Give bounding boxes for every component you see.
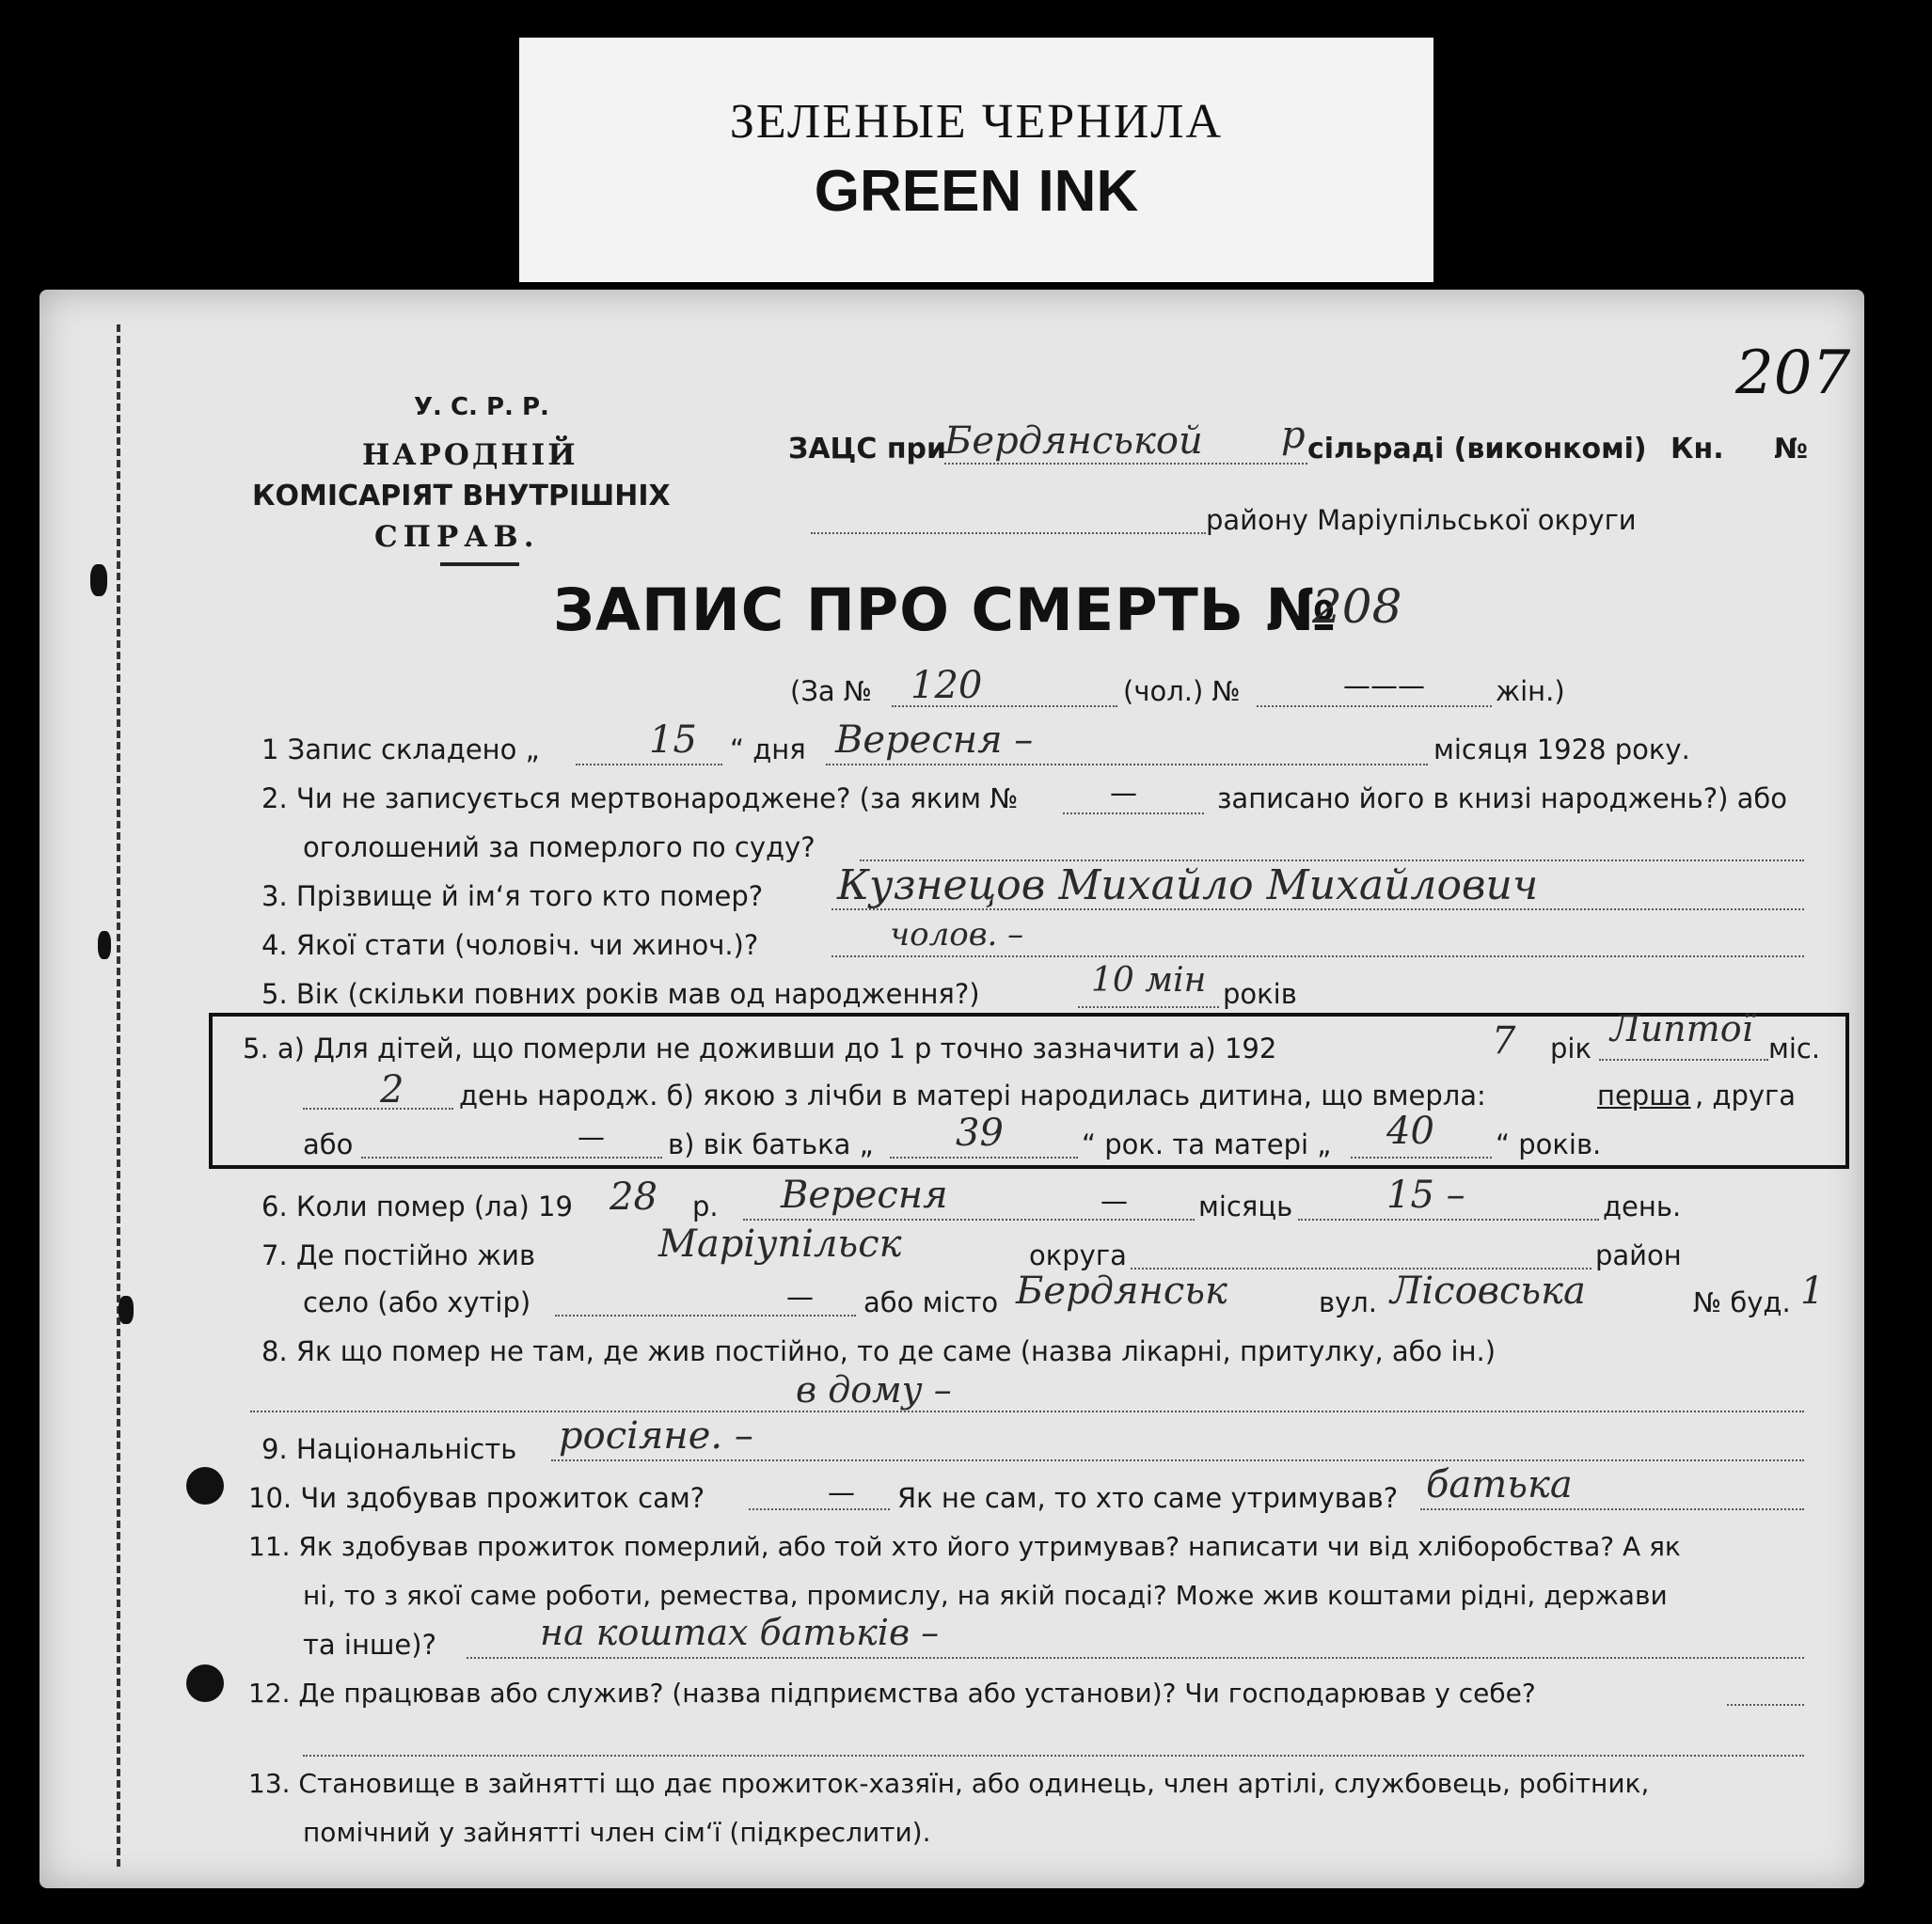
field-5-line [1078,1006,1219,1008]
field-7-bud: № буд. [1693,1286,1791,1318]
field-1-day-line [576,764,722,765]
female-record-line [1257,705,1492,707]
header-ministry-3: СПРАВ. [374,520,540,554]
field-5a-rik: рік [1550,1033,1592,1065]
field-11-value: на коштах батьків – [540,1612,940,1653]
field-10-label: 10. Чи здобував прожиток сам? [248,1482,705,1514]
field-7-label: 7. Де постійно жив [261,1239,536,1271]
field-9-line [551,1459,1804,1461]
field-6-den: день. [1603,1191,1682,1222]
field-7-bud-value: 1 [1800,1270,1825,1313]
field-6-month: Вересня [781,1174,948,1217]
field-1-tail: місяця 1928 року. [1433,733,1690,765]
header-ussr: У. С. Р. Р. [414,393,549,421]
field-5a-day: 2 [380,1068,404,1112]
district-line [811,532,1206,534]
subtitle-chol: (чол.) № [1123,675,1241,707]
field-5a-father-line [890,1157,1078,1159]
field-7-selo-line [555,1315,856,1317]
field-5-tail: років [1223,978,1297,1010]
male-record-number: 120 [911,664,983,707]
subtitle-za: (За № [790,675,873,707]
field-5a-mother-line [1351,1157,1492,1159]
field-11-line3: та інше)? [303,1629,436,1661]
field-6-month-line [743,1219,1195,1221]
field-1-month-line [826,764,1428,765]
field-4-line [831,955,1804,957]
field-8-value: в дому – [796,1369,952,1411]
field-9-label: 9. Національність [261,1433,517,1465]
field-10-mid: Як не сам, то хто саме утримував? [897,1482,1399,1514]
female-record-number: ——— [1343,670,1425,702]
label-russian: ЗЕЛЕНЫЕ ЧЕРНИЛА [729,95,1224,149]
field-5a-second: , друга [1695,1080,1797,1112]
binding-hole [186,1467,224,1505]
field-5-label: 5. Вік (скільки повних років мав од народження?) [261,978,980,1010]
label-english: GREEN INK [814,159,1139,224]
field-7-okruga: округа [1029,1239,1127,1271]
field-6-dash: — [1101,1185,1128,1217]
field-5a-line3b: “ рок. та матері „ [1082,1128,1332,1160]
field-5a-line3c: “ років. [1496,1128,1602,1160]
field-5a-day-line [303,1108,453,1110]
field-9-value: росіяне. – [559,1414,753,1458]
field-2-line1b: записано його в книзі народжень?) або [1217,782,1788,814]
field-12-label: 12. Де працював або служив? (назва підприємства або установи)? Чи господарював у себе? [248,1678,1536,1709]
field-5a-father-age: 39 [956,1112,1004,1155]
field-8-label: 8. Як що помер не там, де жив постійно, то де саме (назва лікарні, притулку, або ін.) [261,1335,1497,1367]
office-suffix: сільраді (виконкомі) [1307,433,1647,465]
office-district: району Маріупільської округи [1206,504,1637,536]
subtitle-zhin: жін.) [1496,675,1565,707]
field-7-selo: село (або хутір) [303,1286,531,1318]
field-7-vul: вул. [1319,1286,1378,1318]
field-6-year: 28 [610,1175,657,1219]
field-3-line [831,908,1804,910]
field-11-line2: ні, то з якої саме роботи, ремества, промислу, на якій посаді? Може жив коштами рідні, держави [303,1580,1668,1611]
header-divider [440,562,519,566]
field-13-line1: 13. Становище в зайнятті що дає прожиток-хазяїн, або одинець, член артілі, службовець, робітник, [248,1768,1650,1799]
field-13-line2: помічний у зайнятті член сім‘ї (підкреслити). [303,1817,931,1848]
field-6-day-line [1298,1219,1599,1221]
office-village: Бердянськой [944,419,1203,463]
office-handwritten-extra: р [1281,414,1306,457]
binding-mark [90,564,107,596]
field-10-value: батька [1426,1463,1573,1506]
field-5a-month: Липтої [1610,1008,1753,1049]
binding-mark [119,1296,134,1324]
field-12-line2 [303,1755,1804,1757]
header-ministry-1: НАРОДНІЙ [362,438,578,472]
field-5a-abo-line [361,1157,662,1159]
field-1-label: 1 Запис складено „ [261,733,540,765]
field-7-city-value: Бердянськ [1016,1270,1227,1313]
field-6-day: 15 – [1386,1174,1465,1217]
field-11-line1: 11. Як здобував прожиток померлий, або той хто його утримував? написати чи від хліборобства? А як [248,1531,1681,1562]
field-2-value: — [1110,777,1137,809]
page-number: 207 [1735,339,1851,408]
field-7-okruga-value: Маріупільск [658,1222,902,1266]
perforation-line [117,324,120,1867]
field-3-label: 3. Прізвище й ім‘я того кто помер? [261,880,764,912]
field-10-dash: — [828,1476,855,1508]
field-1-day: 15 [649,718,697,762]
field-6-r: р. [692,1191,719,1222]
field-4-label: 4. Якої стати (чоловіч. чи жиноч.)? [261,929,759,961]
field-5a-line3: в) вік батька „ [668,1128,874,1160]
field-7-abo-misto: або місто [863,1286,999,1318]
field-5a-mother-age: 40 [1386,1110,1434,1153]
office-village-line [944,463,1307,465]
field-12-line [1727,1704,1804,1706]
field-5a-month-line [1599,1059,1768,1061]
office-book: Кн. [1671,433,1724,465]
binding-hole [186,1664,224,1702]
archival-label-card [519,38,1433,282]
binding-mark [98,931,111,959]
field-5a-year-digit: 7 [1492,1019,1516,1063]
field-10-line [1420,1508,1804,1510]
field-3-value: Кузнецов Михайло Михайлович [837,861,1539,909]
field-1-month: Вересня – [835,718,1034,762]
record-title: ЗАПИС ПРО СМЕРТЬ № [553,576,1338,644]
field-1-mid: “ дня [730,733,806,765]
field-2-value-line [1063,812,1204,814]
office-prefix: ЗАЦС при [788,433,947,465]
field-5a-line2: день народж. б) якою з лічби в матері народилась дитина, що вмерла: [459,1080,1486,1112]
header-ministry-2: КОМІСАРІЯТ ВНУТРІШНІХ [252,480,671,513]
field-5-value: 10 мін [1091,961,1207,1000]
field-11-line [467,1657,1804,1659]
field-4-value: чолов. – [890,916,1024,954]
record-number: 208 [1312,579,1402,634]
office-number-sign: № [1774,433,1809,465]
field-2-line2: оголошений за померлого по суду? [303,831,816,863]
field-7-street-value: Лісовська [1390,1270,1586,1313]
field-10-self-line [749,1508,890,1510]
field-2-line1: 2. Чи не записується мертвонароджене? (за яким № [261,782,1019,814]
field-5a-line1: 5. а) Для дітей, що померли не доживши до 1 р точно зазначити а) 192 [243,1033,1277,1065]
field-6-label: 6. Коли помер (ла) 19 [261,1191,573,1222]
field-7-rayon: район [1595,1239,1682,1271]
field-5a-first: перша [1597,1080,1691,1112]
field-7-selo-value: — [786,1281,814,1313]
field-5a-dash: — [578,1121,605,1153]
male-record-line [892,705,1117,707]
field-8-line [250,1411,1804,1412]
field-5a-mis: міс. [1768,1033,1821,1065]
field-6-mis: місяць [1198,1191,1293,1222]
field-5a-abo: або [303,1128,354,1160]
